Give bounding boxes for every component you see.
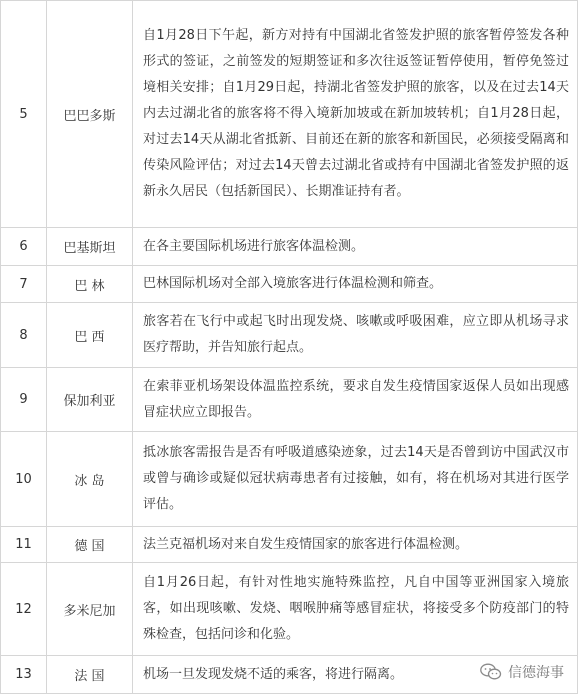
wechat-icon bbox=[480, 663, 502, 681]
watermark bbox=[476, 660, 568, 684]
country-name: 巴 西 bbox=[47, 303, 133, 368]
row-number: 9 bbox=[1, 368, 47, 432]
measure-text: 巴林国际机场对全部入境旅客进行体温检测和筛查。 bbox=[133, 266, 578, 303]
table-row bbox=[1, 368, 578, 432]
watermark-text: 信德海事 bbox=[508, 665, 564, 681]
table-row bbox=[1, 303, 578, 368]
row-number: 5 bbox=[1, 1, 47, 228]
measure-text: 抵冰旅客需报告是否有呼吸道感染迹象，过去14天是否曾到访中国武汉市或曾与确诊或疑似冠状病毒患者有过接触，如有，将在机场对其进行医学评估。 bbox=[133, 432, 578, 527]
country-name: 巴基斯坦 bbox=[47, 228, 133, 266]
row-number: 6 bbox=[1, 228, 47, 266]
table-row bbox=[1, 563, 578, 656]
measure-text: 旅客若在飞行中或起飞时出现发烧、咳嗽或呼吸困难，应立即从机场寻求医疗帮助，并告知旅行起点。 bbox=[133, 303, 578, 368]
measure-text: 法兰克福机场对来自发生疫情国家的旅客进行体温检测。 bbox=[133, 527, 578, 563]
row-number: 12 bbox=[1, 563, 47, 656]
table-row bbox=[1, 527, 578, 563]
measure-text: 自1月26日起，有针对性地实施特殊监控，凡自中国等亚洲国家入境旅客，如出现咳嗽、发烧、咽喉肿痛等感冒症状，将接受多个防疫部门的特殊检查，包括问诊和化验。 bbox=[133, 563, 578, 656]
country-name: 巴巴多斯 bbox=[47, 1, 133, 228]
country-name: 德 国 bbox=[47, 527, 133, 563]
table-row bbox=[1, 228, 578, 266]
row-number: 10 bbox=[1, 432, 47, 527]
country-name: 巴 林 bbox=[47, 266, 133, 303]
measure-text: 自1月28日下午起，新方对持有中国湖北省签发护照的旅客暂停签发各种形式的签证，之前签发的短期签证和多次往返签证暂停使用，暂停免签过境相关安排；自1月29日起，持湖北省签发护照的旅客，以及在过去14天内去过湖北省的旅客将不得入境新加坡或在新加坡转机；自1月28日起，对过去14天从湖北省抵新、目前还在新的旅客和新国民，必须接受隔离和传染风险评估；对过去14天曾去过湖北省或持有中国湖北省签发护照的返新永久居民（包括新国民）、长期准证持有者。 bbox=[133, 1, 578, 228]
row-number: 8 bbox=[1, 303, 47, 368]
measure-text: 机场一旦发现发烧不适的乘客，将进行隔离。 bbox=[133, 656, 578, 694]
row-number: 11 bbox=[1, 527, 47, 563]
row-number: 7 bbox=[1, 266, 47, 303]
country-name: 法 国 bbox=[47, 656, 133, 694]
table-row bbox=[1, 266, 578, 303]
country-name: 多米尼加 bbox=[47, 563, 133, 656]
measure-text: 在索菲亚机场架设体温监控系统，要求自发生疫情国家返保人员如出现感冒症状应立即报告。 bbox=[133, 368, 578, 432]
measure-text: 在各主要国际机场进行旅客体温检测。 bbox=[133, 228, 578, 266]
row-number: 13 bbox=[1, 656, 47, 694]
table-row bbox=[1, 432, 578, 527]
table-row bbox=[1, 1, 578, 228]
country-name: 保加利亚 bbox=[47, 368, 133, 432]
country-name: 冰 岛 bbox=[47, 432, 133, 527]
